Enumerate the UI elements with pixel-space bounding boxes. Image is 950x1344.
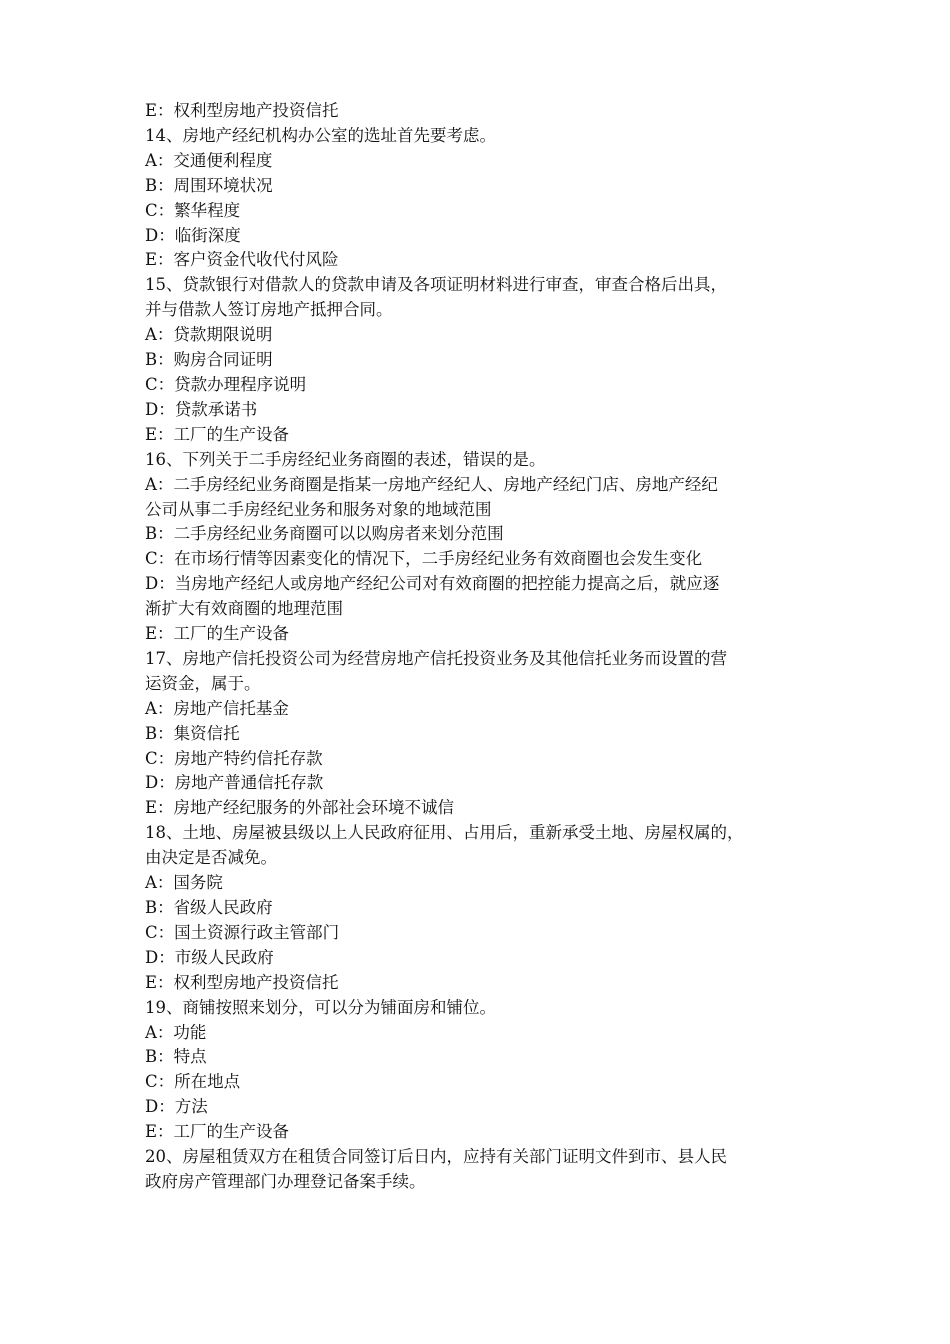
option-e-line: E：权利型房地产投资信托	[145, 101, 339, 120]
question-17-continuation: 运资金，属于。	[145, 673, 261, 693]
option-a-line: A：功能	[145, 1022, 207, 1042]
question-18-continuation: 由决定是否减免。	[145, 848, 277, 868]
question-15-line: 15、贷款银行对借款人的贷款申请及各项证明材料进行审查，审查合格后出具，	[145, 275, 727, 295]
option-c-line: C：在市场行情等因素变化的情况下，二手房经纪业务有效商圈也会发生变化	[145, 549, 703, 569]
option-b-line: B：特点	[145, 1047, 207, 1067]
option-d-line: D：当房地产经纪人或房地产经纪公司对有效商圈的把控能力提高之后，就应逐	[145, 574, 720, 594]
option-a-line: A：交通便利程度	[145, 150, 273, 170]
question-19-line: 19、商铺按照来划分，可以分为铺面房和铺位。	[145, 997, 496, 1017]
option-e-line: E：权利型房地产投资信托	[145, 972, 339, 992]
option-e-line: E：客户资金代收代付风险	[145, 250, 339, 270]
option-a-continuation: 公司从事二手房经纪业务和服务对象的地域范围	[145, 499, 492, 519]
option-d-line: D：贷款承诺书	[145, 399, 258, 419]
option-c-line: C：国土资源行政主管部门	[145, 922, 340, 942]
option-d-line: D：临街深度	[145, 225, 241, 245]
option-d-line: D：方法	[145, 1097, 208, 1117]
option-b-line: B：周围环境状况	[145, 175, 273, 195]
question-20-line: 20、房屋租赁双方在租赁合同签订后日内，应持有关部门证明文件到市、县人民	[145, 1147, 727, 1167]
option-e-line: E：房地产经纪服务的外部社会环境不诚信	[145, 798, 455, 818]
option-d-line: D：市级人民政府	[145, 947, 274, 967]
question-17-line: 17、房地产信托投资公司为经营房地产信托投资业务及其他信托业务而设置的营	[145, 648, 727, 668]
question-16-line: 16、下列关于二手房经纪业务商圈的表述，错误的是。	[145, 449, 546, 469]
question-14-line: 14、房地产经纪机构办公室的选址首先要考虑。	[145, 125, 496, 145]
option-e-line: E：工厂的生产设备	[145, 1122, 290, 1142]
option-c-line: C：所在地点	[145, 1072, 241, 1092]
option-e-line: E：工厂的生产设备	[145, 424, 290, 444]
option-b-line: B：二手房经纪业务商圈可以以购房者来划分范围	[145, 524, 504, 544]
question-15-continuation: 并与借款人签订房地产抵押合同。	[145, 300, 393, 320]
option-b-line: B：购房合同证明	[145, 350, 273, 370]
document-body	[145, 99, 813, 1195]
option-a-line: A：房地产信托基金	[145, 698, 289, 718]
option-a-line: A：贷款期限说明	[145, 325, 273, 345]
option-c-line: C：繁华程度	[145, 200, 241, 220]
option-e-line: E：工厂的生产设备	[145, 624, 290, 644]
option-c-line: C：贷款办理程序说明	[145, 374, 307, 394]
option-a-line: A：二手房经纪业务商圈是指某一房地产经纪人、房地产经纪门店、房地产经纪	[145, 474, 718, 494]
option-b-line: B：省级人民政府	[145, 898, 273, 917]
option-d-line: D：房地产普通信托存款	[145, 773, 324, 793]
option-d-continuation: 渐扩大有效商圈的地理范围	[145, 599, 343, 619]
question-20-continuation: 政府房产管理部门办理登记备案手续。	[145, 1171, 426, 1191]
question-18-line: 18、土地、房屋被县级以上人民政府征用、占用后，重新承受土地、房屋权属的，	[145, 823, 744, 843]
option-a-line: A：国务院	[145, 873, 223, 893]
option-b-line: B：集资信托	[145, 723, 240, 743]
option-c-line: C：房地产特约信托存款	[145, 748, 323, 768]
